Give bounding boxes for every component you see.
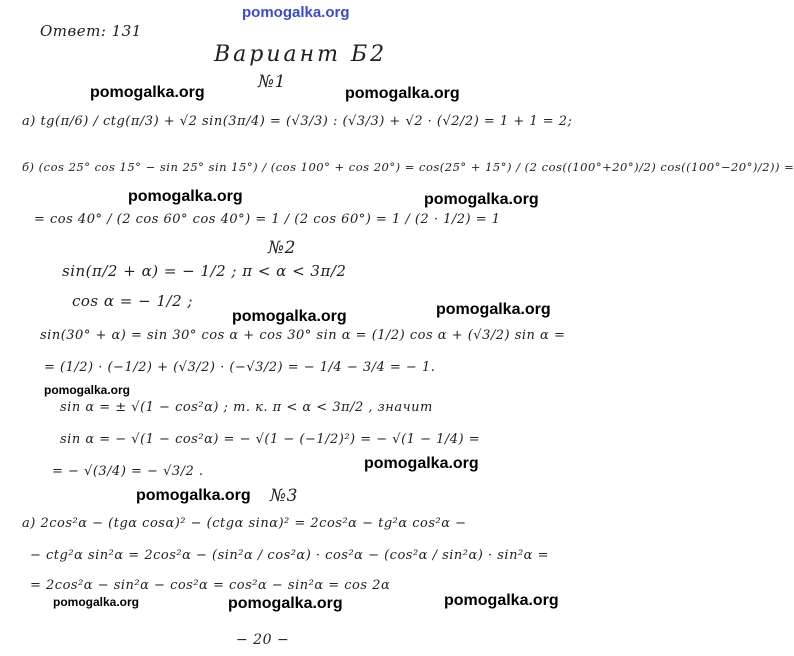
task2-line-1: sin(π/2 + α) = − 1/2 ; π < α < 3π/2: [62, 262, 347, 280]
watermark: pomogalka.org: [128, 188, 243, 205]
task2-line-2: cos α = − 1/2 ;: [72, 292, 193, 310]
watermark: pomogalka.org: [424, 191, 539, 208]
answer-line: Ответ: 131: [40, 22, 142, 40]
watermark: pomogalka.org: [364, 455, 479, 472]
task-number: №2: [268, 238, 296, 258]
watermark: pomogalka.org: [53, 595, 140, 609]
watermark: pomogalka.org: [345, 85, 460, 102]
watermark: pomogalka.org: [232, 308, 347, 325]
watermark: pomogalka.org: [90, 84, 205, 101]
task2-line-3: sin(30° + α) = sin 30° cos α + cos 30° sin α = (1/2) cos α + (√3/2) sin α =: [40, 328, 566, 343]
task2-line-4: = (1/2) · (−1/2) + (√3/2) · (−√3/2) = − 1/4 − 3/4 = − 1.: [44, 360, 436, 375]
watermark: pomogalka.org: [228, 595, 343, 612]
watermark: pomogalka.org: [44, 383, 131, 397]
watermark: pomogalka.org: [444, 592, 559, 609]
watermark-top: pomogalka.org: [242, 4, 350, 21]
task2-line-7: = − √(3/4) = − √3/2 .: [52, 464, 204, 479]
task-number: №3: [270, 486, 298, 506]
task3-line-2: − ctg²α sin²α = 2cos²α − (sin²α / cos²α) · cos²α − (cos²α / sin²α) · sin²α =: [30, 548, 549, 563]
task1-line-a: а) tg(π/6) / ctg(π/3) + √2 sin(3π/4) = (√3/3) : (√3/3) + √2 · (√2/2) = 1 + 1 = 2;: [22, 114, 573, 129]
task3-line-1: а) 2cos²α − (tgα cosα)² − (ctgα sinα)² = 2cos²α − tg²α cos²α −: [22, 516, 467, 531]
task1-line-c: = cos 40° / (2 cos 60° cos 40°) = 1 / (2 cos 60°) = 1 / (2 · 1/2) = 1: [34, 212, 501, 227]
watermark: pomogalka.org: [136, 487, 251, 504]
task-number: №1: [258, 72, 286, 92]
variant-title: Вариант Б2: [214, 42, 388, 67]
task3-line-3: = 2cos²α − sin²α − cos²α = cos²α − sin²α = cos 2α: [30, 578, 391, 593]
task2-line-5: sin α = ± √(1 − cos²α) ; т. к. π < α < 3π/2 , значит: [60, 400, 433, 415]
page-number: − 20 −: [236, 632, 290, 648]
task1-line-b: б) (cos 25° cos 15° − sin 25° sin 15°) / (cos 100° + cos 20°) = cos(25° + 15°) / (2 cos((100°+20°)/2) cos((100°−20°)/2)) =: [22, 160, 794, 174]
watermark: pomogalka.org: [436, 301, 551, 318]
task2-line-6: sin α = − √(1 − cos²α) = − √(1 − (−1/2)²) = − √(1 − 1/4) =: [60, 432, 481, 447]
